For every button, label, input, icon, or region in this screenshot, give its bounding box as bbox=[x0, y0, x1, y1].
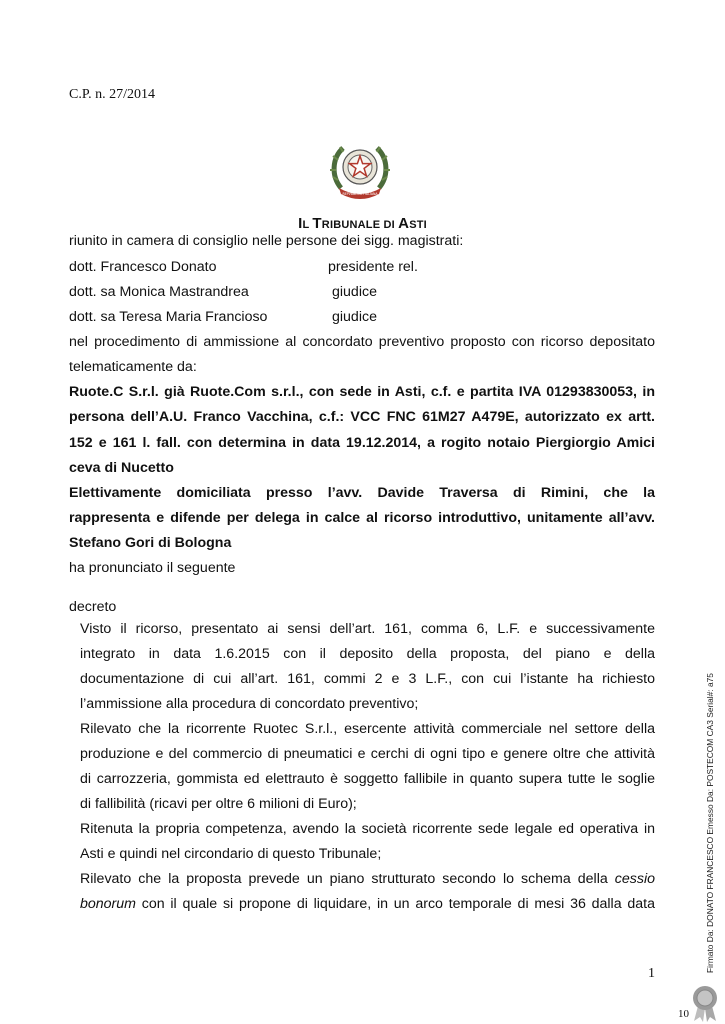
case-number: C.P. n. 27/2014 bbox=[69, 87, 155, 102]
judge-role: giudice bbox=[332, 284, 377, 300]
decree-heading: decreto bbox=[69, 599, 117, 615]
decree-line: di fallibilità (ricavi per oltre 6 milioni di Euro); bbox=[80, 796, 357, 812]
applicant-line: Ruote.C S.r.l. già Ruote.Com s.r.l., con sede in Asti, c.f. e partita IVA 01293830053, in bbox=[69, 384, 655, 400]
pronounced-line: ha pronunciato il seguente bbox=[69, 560, 236, 576]
digital-signature-stamp: Firmato Da: DONATO FRANCESCO Emesso Da: POSTECOM CA3 Serial#: a75 bbox=[705, 673, 715, 973]
decree-line: Ritenuta la propria competenza, avendo la società ricorrente sede legale ed operativa in bbox=[80, 821, 655, 837]
domicile-line: rappresenta e difende per delega in calce al ricorso introduttivo, unitamente all’avv. bbox=[69, 510, 655, 526]
decree-line: Asti e quindi nel circondario di questo Tribunale; bbox=[80, 846, 382, 862]
applicant-line: ceva di Nucetto bbox=[69, 460, 174, 476]
decree-line: Visto il ricorso, presentato ai sensi dell’art. 161, comma 6, L.F. e successivamente bbox=[80, 621, 655, 637]
judge-role: giudice bbox=[332, 309, 377, 325]
decree-line: l’ammissione alla procedura di concordato preventivo; bbox=[80, 696, 419, 712]
seal-code: 10 bbox=[678, 1008, 689, 1020]
decree-line: produzione e del commercio di pneumatici e cerchi di ogni tipo e genere oltre che attività bbox=[80, 746, 655, 762]
decree-line: di carrozzeria, gommista ed elettrauto è soggetto fallibile in quanto supera tutte le soglie bbox=[80, 771, 655, 787]
judge-name: dott. sa Teresa Maria Francioso bbox=[69, 309, 268, 325]
judge-name: dott. sa Monica Mastrandrea bbox=[69, 284, 249, 300]
procedure-line: nel procedimento di ammissione al concordato preventivo proposto con ricorso depositato bbox=[69, 334, 655, 350]
procedure-line: telematicamente da: bbox=[69, 359, 197, 375]
signature-seal-icon bbox=[688, 984, 722, 1022]
decree-line: Rilevato che la proposta prevede un piano strutturato secondo lo schema della cessio bbox=[80, 871, 655, 887]
svg-text:REPVBBLICA ITALIANA: REPVBBLICA ITALIANA bbox=[342, 192, 378, 196]
decree-line: bonorum con il quale si propone di liquidare, in un arco temporale di mesi 36 dalla data bbox=[80, 896, 655, 912]
decree-line: documentazione di cui all’art. 161, commi 2 e 3 L.F., con cui l’istante ha richiesto bbox=[80, 671, 655, 687]
decree-line: Rilevato che la ricorrente Ruotec S.r.l., esercente attività commerciale nel settore della bbox=[80, 721, 655, 737]
applicant-line: 152 e 161 l. fall. con determina in data 19.12.2014, a rogito notaio Piergiorgio Amici bbox=[69, 435, 655, 451]
judge-name: dott. Francesco Donato bbox=[69, 259, 217, 275]
intro-line: riunito in camera di consiglio nelle persone dei sigg. magistrati: bbox=[69, 233, 464, 249]
domicile-line: Elettivamente domiciliata presso l’avv. Davide Traversa di Rimini, che la bbox=[69, 485, 655, 501]
court-title: IL TRIBUNALE DI ASTI bbox=[298, 215, 427, 232]
page-number: 1 bbox=[648, 966, 655, 981]
italian-republic-emblem-icon bbox=[327, 136, 393, 202]
applicant-line: persona dell’A.U. Franco Vacchina, c.f.: VCC FNC 61M27 A479E, autorizzato ex artt. bbox=[69, 409, 655, 425]
judge-role: presidente rel. bbox=[328, 259, 418, 275]
domicile-line: Stefano Gori di Bologna bbox=[69, 535, 232, 551]
decree-line: integrato in data 1.6.2015 con il deposito della proposta, del piano e della bbox=[80, 646, 655, 662]
